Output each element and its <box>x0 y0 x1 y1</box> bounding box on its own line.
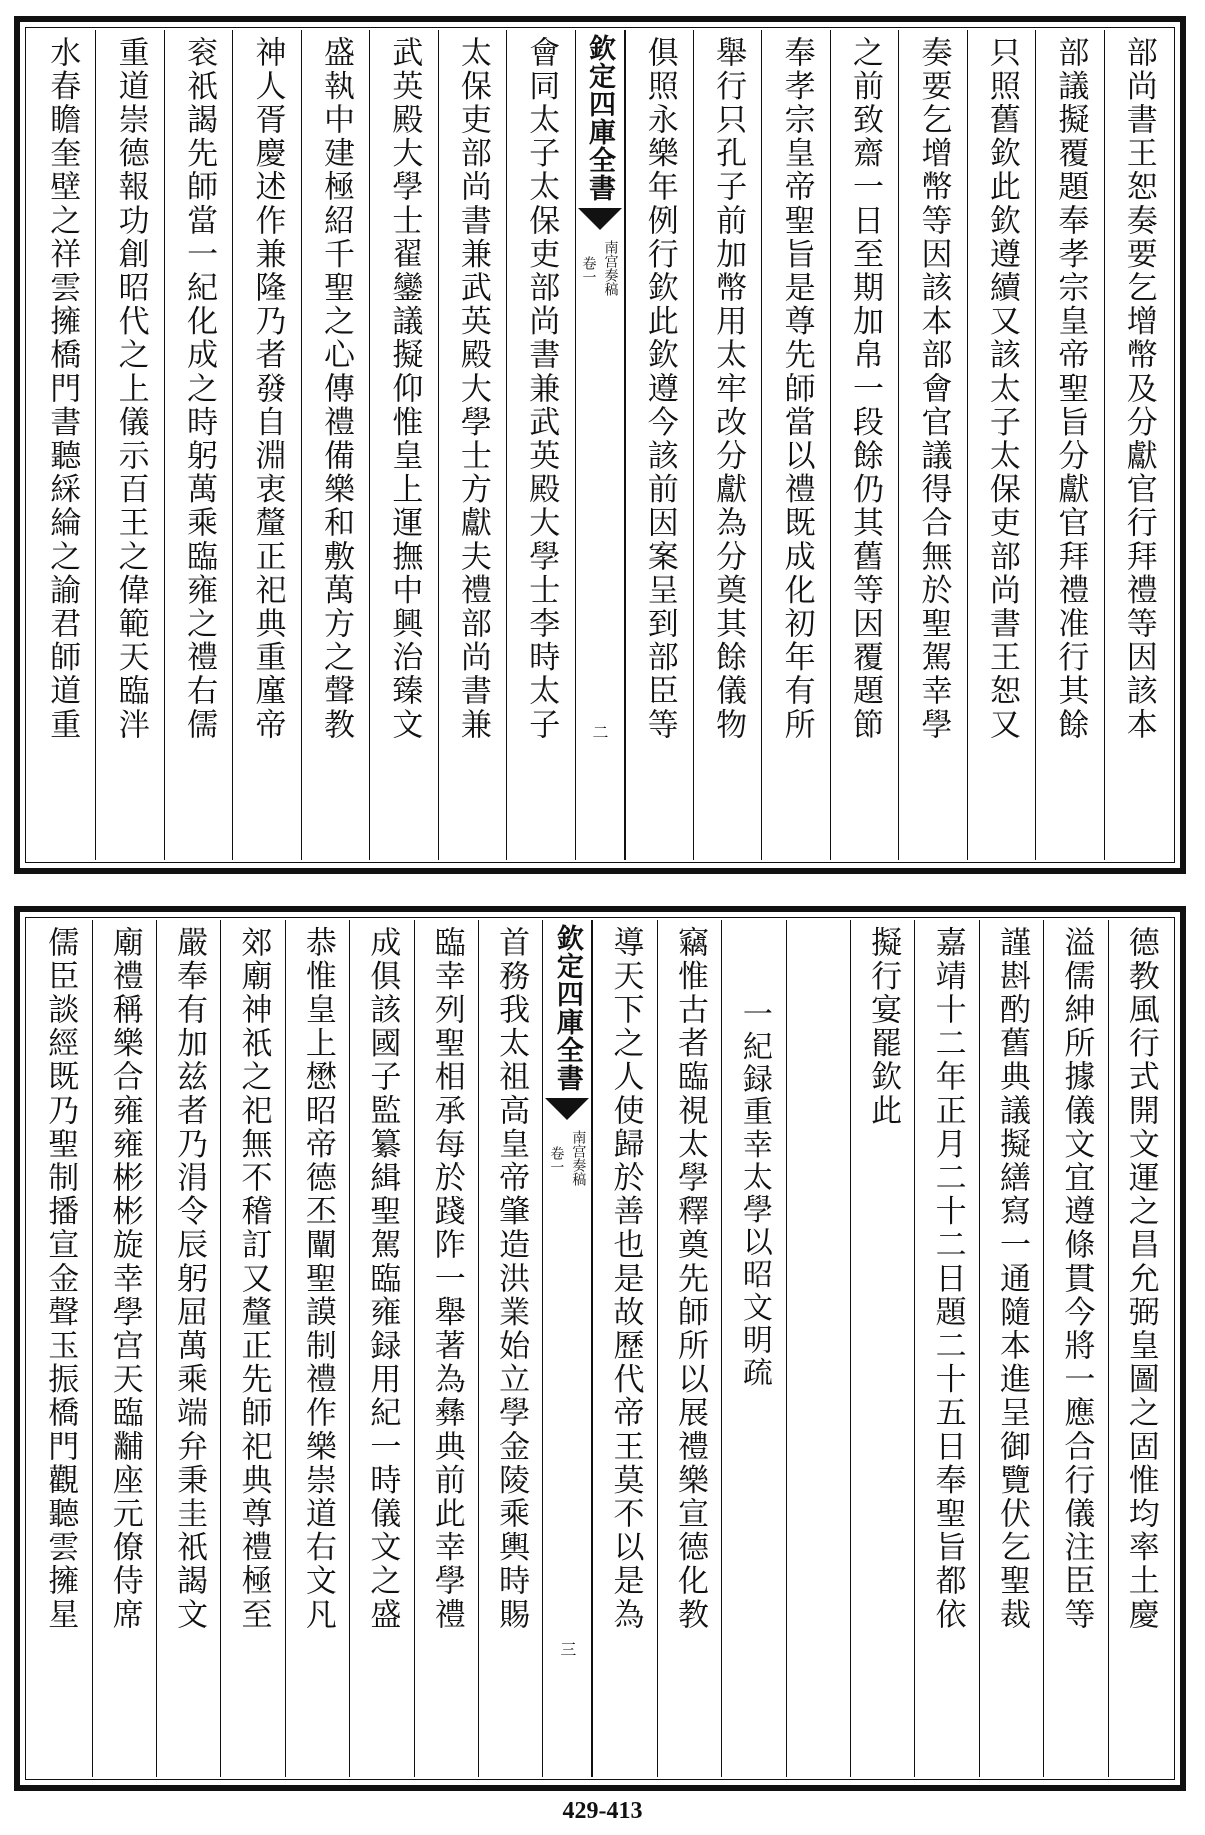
volume-label: 卷一 <box>548 1146 565 1174</box>
memorial-title-column: 一紀録重幸太學以昭文明疏 <box>721 920 785 1777</box>
text-column: 成俱該國子監纂緝聖駕臨雍録用紀一時儀文之盛 <box>349 920 413 1777</box>
text-column: 只照舊欽此欽遵續又該太子太保吏部尚書王恕又 <box>967 30 1035 860</box>
text-column: 擬行宴罷欽此 <box>850 920 914 1777</box>
bottom-page-frame <box>14 906 1186 1791</box>
text-column: 竊惟古者臨視太學釋奠先師所以展禮樂宣德化教 <box>657 920 721 1777</box>
blank-column <box>786 920 850 1777</box>
work-title: 南宫奏稿 <box>602 240 619 296</box>
fish-tail-mark <box>578 208 622 230</box>
fish-tail-mark <box>545 1098 589 1120</box>
center-fold-column <box>575 30 625 860</box>
text-column: 恭惟皇上懋昭帝德丕闡聖謨制禮作樂崇道右文凡 <box>285 920 349 1777</box>
text-column: 首務我太祖高皇帝肇造洪業始立學金陵乘輿時賜 <box>478 920 542 1777</box>
text-column: 奉孝宗皇帝聖旨是尊先師當以禮既成化初年有所 <box>761 30 829 860</box>
top-page-columns <box>28 30 1172 860</box>
text-column: 重道崇德報功創昭代之上儀示百王之偉範天臨泮 <box>95 30 163 860</box>
text-column: 郊廟神祇之祀無不稽訂又釐正先師祀典尊禮極至 <box>220 920 284 1777</box>
text-column: 舉行只孔子前加幣用太牢改分獻為分奠其餘儀物 <box>693 30 761 860</box>
text-column: 廟禮稱樂合雍雍彬彬旋幸學宫天臨黼座元僚侍席 <box>92 920 156 1777</box>
text-column: 溢儒紳所據儀文宜遵條貫今將一應合行儀注臣等 <box>1043 920 1107 1777</box>
text-column: 嚴奉有加兹者乃涓令辰躬屈萬乘端弁秉圭祇謁文 <box>156 920 220 1777</box>
text-column: 太保吏部尚書兼武英殿大學士方獻夫禮部尚書兼 <box>438 30 506 860</box>
text-column: 奏要乞增幣等因該本部會官議得合無於聖駕幸學 <box>898 30 966 860</box>
top-page-frame <box>14 16 1186 874</box>
leaf-number: 二 <box>590 724 609 740</box>
text-column: 會同太子太保吏部尚書兼武英殿大學士李時太子 <box>506 30 574 860</box>
text-column: 盛執中建極紹千聖之心傳禮備樂和敷萬方之聲教 <box>301 30 369 860</box>
work-title: 南宫奏稿 <box>570 1130 587 1186</box>
text-column: 衮祇謁先師當一紀化成之時躬萬乘臨雍之禮右儒 <box>164 30 232 860</box>
library-title: 欽定四庫全書 <box>584 34 615 202</box>
page-code: 429-413 <box>562 1798 643 1824</box>
text-column: 部尚書王恕奏要乞增幣及分獻官行拜禮等因該本 <box>1104 30 1172 860</box>
bottom-page-columns <box>28 920 1172 1777</box>
work-info <box>546 1130 588 1186</box>
text-column: 神人胥慶述作兼隆乃者發自淵衷釐正祀典重廑帝 <box>232 30 300 860</box>
text-column: 之前致齋一日至期加帛一段餘仍其舊等因覆題節 <box>830 30 898 860</box>
text-column: 導天下之人使歸於善也是故歷代帝王莫不以是為 <box>592 920 656 1777</box>
text-column: 儒臣談經既乃聖制播宣金聲玉振橋門觀聽雲擁星 <box>42 926 79 1632</box>
text-column: 部議擬覆題奉孝宗皇帝聖旨分獻官拜禮准行其餘 <box>1035 30 1103 860</box>
leaf-number: 三 <box>557 1641 577 1657</box>
text-column: 俱照永樂年例行欽此欽遵今該前因案呈到部臣等 <box>625 30 693 860</box>
text-column: 謹斟酌舊典議擬繕寫一通隨本進呈御覽伏乞聖裁 <box>979 920 1043 1777</box>
text-column: 臨幸列聖相承每於踐阼一舉著為彝典前此幸學禮 <box>414 920 478 1777</box>
work-info <box>579 240 621 296</box>
library-title: 欽定四庫全書 <box>551 924 583 1092</box>
text-column: 德教風行式開文運之昌允弼皇圖之固惟均率土慶 <box>1108 920 1172 1777</box>
text-column: 武英殿大學士翟鑾議擬仰惟皇上運撫中興治臻文 <box>369 30 437 860</box>
volume-label: 卷一 <box>580 256 597 284</box>
text-column: 水春瞻奎壁之祥雲擁橋門書聽綵綸之諭君師道重 <box>44 36 81 742</box>
center-fold-column <box>542 920 592 1777</box>
text-column: 嘉靖十二年正月二十二日題二十五日奉聖旨都依 <box>914 920 978 1777</box>
